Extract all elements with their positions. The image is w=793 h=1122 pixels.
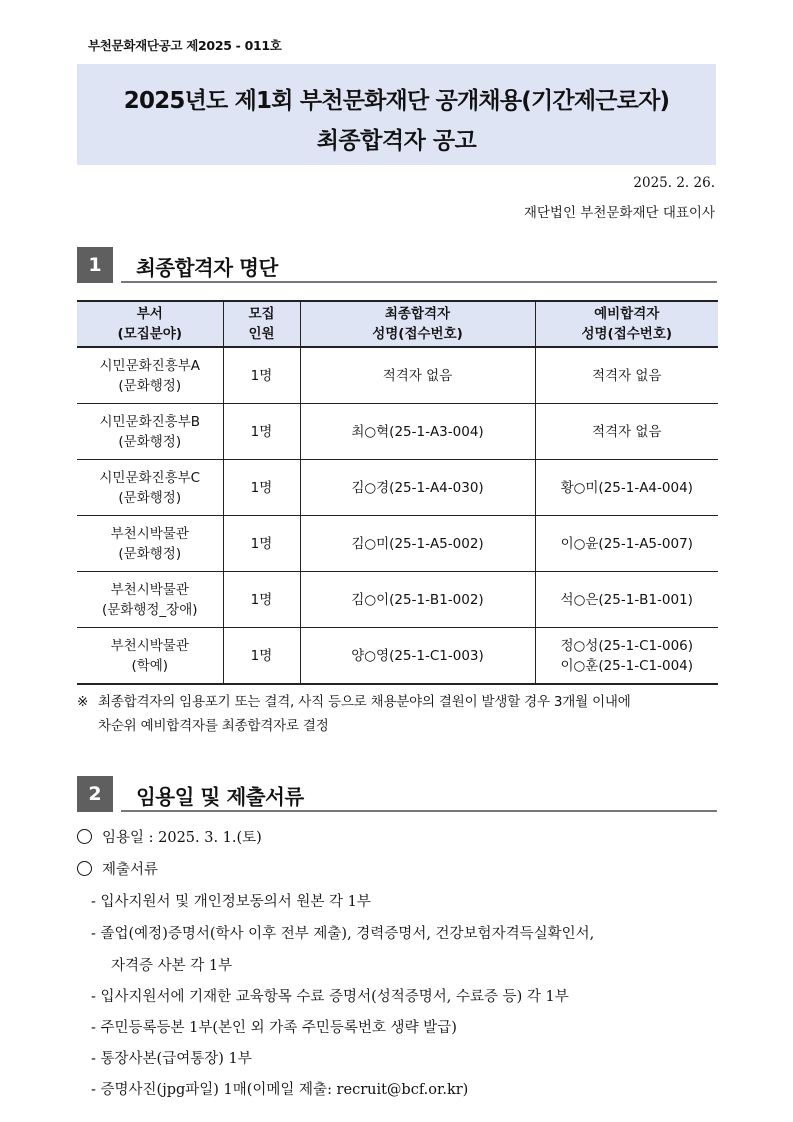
count-cell: 1명	[223, 460, 300, 516]
reserve-cell: 정○성(25-1-C1-006) 이○훈(25-1-C1-004)	[535, 628, 718, 685]
dept-cell: 시민문화진흥부B (문화행정)	[77, 404, 223, 460]
header-reserve: 예비합격자 성명(접수번호)	[535, 301, 718, 347]
issuer: 재단법인 부천문화재단 대표이사	[523, 205, 715, 221]
announcement-date: 2025. 2. 26.	[633, 175, 715, 191]
table-row	[77, 572, 718, 628]
header-count: 모집 인원	[223, 301, 300, 347]
final-cell: 적격자 없음	[300, 347, 535, 404]
table-row	[77, 404, 718, 460]
header-dept: 부서 (모집분야)	[77, 301, 223, 347]
list-item: 제출서류	[77, 858, 158, 879]
title-box	[77, 64, 716, 165]
count-cell: 1명	[223, 572, 300, 628]
list-item: - 주민등록등본 1부(본인 외 가족 주민등록번호 생략 발급)	[91, 1020, 457, 1036]
count-cell: 1명	[223, 404, 300, 460]
table-row	[77, 516, 718, 572]
reserve-cell: 적격자 없음	[535, 404, 718, 460]
list-item: - 입사지원서에 기재한 교육항목 수료 증명서(성적증명서, 수료증 등) 각 1부	[91, 989, 569, 1005]
table-row	[77, 628, 718, 685]
count-cell: 1명	[223, 347, 300, 404]
section-number-badge: 2	[77, 776, 113, 812]
dept-cell: 부천시박물관 (학예)	[77, 628, 223, 685]
section-2-heading	[77, 776, 717, 812]
reserve-cell: 석○은(25-1-B1-001)	[535, 572, 718, 628]
section-title: 임용일 및 제출서류	[136, 785, 304, 809]
document-number: 부천문화재단공고 제2025 - 011호	[88, 38, 282, 53]
final-cell: 양○영(25-1-C1-003)	[300, 628, 535, 685]
count-cell: 1명	[223, 628, 300, 685]
page-title: 2025년도 제1회 부천문화재단 공개채용(기간제근로자)	[123, 88, 670, 114]
dept-cell: 부천시박물관 (문화행정_장애)	[77, 572, 223, 628]
final-cell: 김○경(25-1-A4-030)	[300, 460, 535, 516]
page-subtitle: 최종합격자 공고	[316, 128, 477, 154]
final-cell: 최○혁(25-1-A3-004)	[300, 404, 535, 460]
reference-mark: ※	[77, 694, 89, 710]
footnote-line: 차순위 예비합격자를 최종합격자로 결정	[98, 718, 329, 734]
section-1-heading	[77, 247, 717, 283]
final-cell: 김○미(25-1-A5-002)	[300, 516, 535, 572]
circle-bullet-icon	[77, 861, 92, 876]
list-item: - 졸업(예정)증명서(학사 이후 전부 제출), 경력증명서, 건강보험자격득실확인서,	[91, 926, 595, 942]
table-footnote	[77, 690, 722, 738]
dept-cell: 부천시박물관 (문화행정)	[77, 516, 223, 572]
table-header-row	[77, 301, 718, 347]
reserve-cell: 적격자 없음	[535, 347, 718, 404]
final-cell: 김○이(25-1-B1-002)	[300, 572, 535, 628]
list-item: 임용일 : 2025. 3. 1.(토)	[77, 826, 262, 847]
circle-bullet-icon	[77, 829, 92, 844]
section-number-badge: 1	[77, 247, 113, 283]
dept-cell: 시민문화진흥부C (문화행정)	[77, 460, 223, 516]
footnote-line: 최종합격자의 임용포기 또는 결격, 사직 등으로 채용분야의 결원이 발생할 경우 3개월 이내에	[98, 694, 631, 710]
reserve-cell: 이○윤(25-1-A5-007)	[535, 516, 718, 572]
count-cell: 1명	[223, 516, 300, 572]
section-divider	[121, 281, 717, 283]
list-item: - 통장사본(급여통장) 1부	[91, 1051, 252, 1067]
reserve-cell: 황○미(25-1-A4-004)	[535, 460, 718, 516]
table-row	[77, 347, 718, 404]
section-title: 최종합격자 명단	[136, 256, 278, 280]
dept-cell: 시민문화진흥부A (문화행정)	[77, 347, 223, 404]
table-row	[77, 460, 718, 516]
list-item: - 입사지원서 및 개인정보동의서 원본 각 1부	[91, 894, 371, 910]
final-candidates-table	[77, 300, 718, 685]
header-final: 최종합격자 성명(접수번호)	[300, 301, 535, 347]
list-item: - 증명사진(jpg파일) 1매(이메일 제출: recruit@bcf.or.kr)	[91, 1082, 469, 1098]
list-item-continuation: 자격증 사본 각 1부	[111, 958, 233, 974]
section-divider	[121, 810, 717, 812]
